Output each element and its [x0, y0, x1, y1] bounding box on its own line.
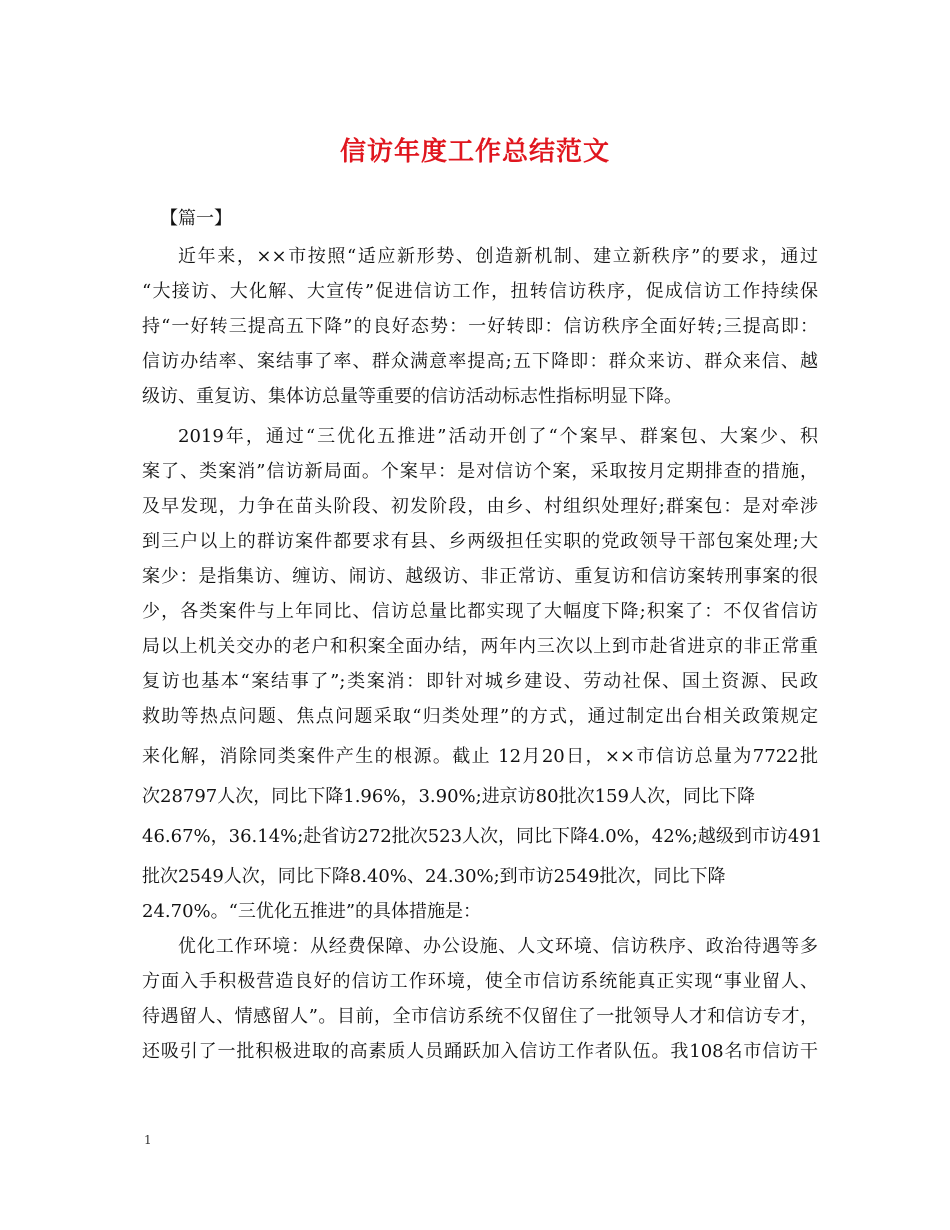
body-line: 及早发现，力争在苗头阶段、初发阶段，由乡、村组织处理好;群案包：是对牵涉 [142, 496, 818, 517]
body-line: 案了、类案消”信访新局面。个案早：是对信访个案，采取按月定期排查的措施， [142, 461, 818, 482]
body-line: 批次2549人次，同比下降8.40%、24.30%;到市访2549批次，同比下降 [142, 866, 726, 887]
body-line: 救助等热点问题、焦点问题采取“归类处理”的方式，通过制定出台相关政策规定 [142, 706, 818, 727]
body-line: 方面入手积极营造良好的信访工作环境，使全市信访系统能真正实现“事业留人、 [142, 971, 818, 992]
page-number: 1 [144, 1133, 152, 1147]
body-line: 来化解，消除同类案件产生的根源。截止 12月20日，××市信访总量为7722批 [142, 746, 818, 767]
body-line: 少，各类案件与上年同比、信访总量比都实现了大幅度下降;积案了：不仅省信访 [142, 601, 818, 622]
body-line: 持“一好转三提高五下降”的良好态势：一好转即：信访秩序全面好转;三提高即： [142, 316, 818, 337]
body-line: 到三户以上的群访案件都要求有县、乡两级担任实职的党政领导干部包案处理;大 [142, 531, 818, 552]
body-line: 复访也基本“案结事了”;类案消：即针对城乡建设、劳动社保、国土资源、民政 [142, 671, 818, 692]
body-line: 24.70%。“三优化五推进”的具体措施是： [142, 901, 482, 922]
body-line: 次28797人次，同比下降1.96%，3.90%;进京访80批次159人次，同比下降 [142, 786, 755, 807]
body-line: 信访办结率、案结事了率、群众满意率提高;五下降即：群众来访、群众来信、越 [142, 351, 818, 372]
section-label: 【篇一】 [160, 208, 232, 229]
body-line: 优化工作环境：从经费保障、办公设施、人文环境、信访秩序、政治待遇等多 [178, 936, 818, 957]
document-title: 信访年度工作总结范文 [339, 137, 610, 167]
body-line: 46.67%，36.14%;赴省访272批次523人次，同比下降4.0%，42%;越级到市访491 [142, 826, 823, 847]
body-line: 2019年，通过“三优化五推进”活动开创了“个案早、群案包、大案少、积 [178, 426, 818, 447]
body-line: 近年来，××市按照“适应新形势、创造新机制、建立新秩序”的要求，通过 [178, 246, 818, 267]
body-line: 局以上机关交办的老户和积案全面办结，两年内三次以上到市赴省进京的非正常重 [142, 636, 818, 657]
body-line: 级访、重复访、集体访总量等重要的信访活动标志性指标明显下降。 [142, 386, 682, 407]
body-line: 案少：是指集访、缠访、闹访、越级访、非正常访、重复访和信访案转刑事案的很 [142, 566, 818, 587]
body-line: 还吸引了一批积极进取的高素质人员踊跃加入信访工作者队伍。我108名市信访干 [142, 1041, 818, 1062]
body-line: “大接访、大化解、大宣传”促进信访工作，扭转信访秩序，促成信访工作持续保 [142, 281, 818, 302]
body-line: 待遇留人、情感留人”。目前，全市信访系统不仅留住了一批领导人才和信访专才， [142, 1006, 818, 1027]
